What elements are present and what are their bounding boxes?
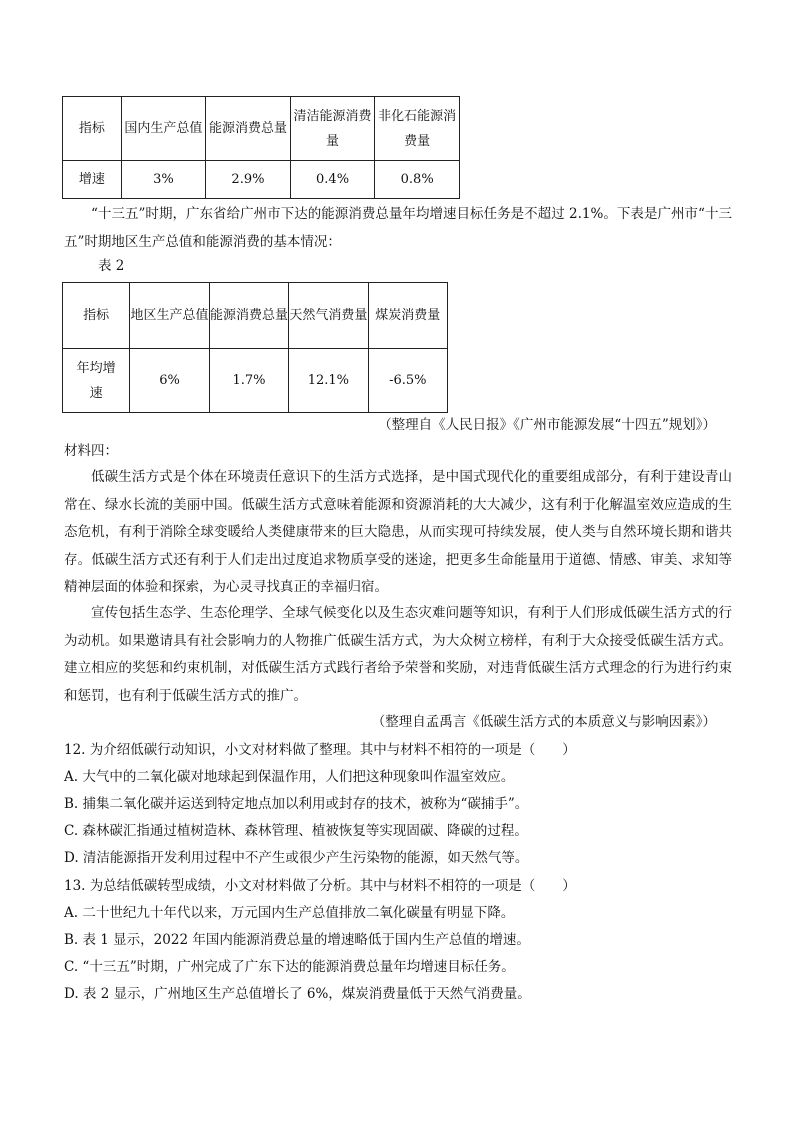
section-title: 材料四： xyxy=(64,443,118,459)
table-cell: 指标 xyxy=(63,283,130,349)
question-option: C. 森林碳汇指通过植树造林、森林管理、植被恢复等实现固碳、降碳的过程。 xyxy=(64,823,528,839)
question-option: C. “十三五”时期，广州完成了广东下达的能源消费总量年均增速目标任务。 xyxy=(64,959,515,975)
table-row xyxy=(63,283,448,349)
table-cell: 能源消费总量 xyxy=(209,283,288,349)
table-cell: 0.8% xyxy=(375,161,460,199)
table-cell: 非化石能源消费量 xyxy=(375,97,460,161)
table-cell: 年均增速 xyxy=(63,349,130,413)
table-cell: 0.4% xyxy=(290,161,375,199)
question-option: A. 二十世纪九十年代以来，万元国内生产总值排放二氧化碳量有明显下降。 xyxy=(64,905,515,921)
question-option: A. 大气中的二氧化碳对地球起到保温作用，人们把这种现象叫作温室效应。 xyxy=(64,769,515,785)
source-citation: （整理自《人民日报》《广州市能源发展“十四五”规划》） xyxy=(378,417,716,433)
paragraph: 宣传包括生态学、生态伦理学、全球气候变化以及生态灾难问题等知识，有利于人们形成低碳生活方式的行为动机。如果邀请具有社会影响力的人物推广低碳生活方式，为大众树立榜样，有利于大众接受低碳生活方式。建立相应的奖惩和约束机制，对低碳生活方式践行者给予荣誉和奖励，对违背低碳生活方式理念的行为进行约束和惩罚，也有利于低碳生活方式的推广。 xyxy=(64,605,732,704)
question-option: B. 捕集二氧化碳并运送到特定地点加以利用或封存的技术，被称为“碳捕手”。 xyxy=(64,796,529,812)
table-cell: 6% xyxy=(130,349,209,413)
question-option: B. 表 1 显示，2022 年国内能源消费总量的增速略低于国内生产总值的增速。 xyxy=(64,932,530,948)
table-cell: 1.7% xyxy=(209,349,288,413)
table-cell: 地区生产总值 xyxy=(130,283,209,349)
table-cell: 天然气消费量 xyxy=(289,283,368,349)
question-12-stem: 12. 为介绍低碳行动知识，小文对材料做了整理。其中与材料不相符的一项是（ ） xyxy=(64,742,576,758)
table-cell: -6.5% xyxy=(368,349,447,413)
table-row xyxy=(63,349,448,413)
table-cell: 能源消费总量 xyxy=(206,97,291,161)
table-cell: 3% xyxy=(121,161,206,199)
table-cell: 清洁能源消费量 xyxy=(290,97,375,161)
table-cell: 2.9% xyxy=(206,161,291,199)
table-2 xyxy=(62,282,448,413)
question-option: D. 清洁能源指开发利用过程中不产生或很少产生污染物的能源，如天然气等。 xyxy=(64,850,529,866)
source-citation: （整理自孟禹言《低碳生活方式的本质意义与影响因素》） xyxy=(371,714,716,730)
table-cell: 国内生产总值 xyxy=(121,97,206,161)
paragraph: “十三五”时期，广东省给广州市下达的能源消费总量年均增速目标任务是不超过 2.1%。下表是广州市“十三五”时期地区生产总值和能源消费的基本情况： xyxy=(64,206,732,250)
table-cell: 增速 xyxy=(63,161,122,199)
table-cell: 煤炭消费量 xyxy=(368,283,447,349)
question-option: D. 表 2 显示，广州地区生产总值增长了 6%，煤炭消费量低于天然气消费量。 xyxy=(64,986,531,1002)
table-cell: 12.1% xyxy=(289,349,368,413)
table-row xyxy=(63,97,460,161)
paragraph: 低碳生活方式是个体在环境责任意识下的生活方式选择，是中国式现代化的重要组成部分，有利于建设青山常在、绿水长流的美丽中国。低碳生活方式意味着能源和资源消耗的大大减少，这有利于化解温室效应造成的生态危机，有利于消除全球变暖给人类健康带来的巨大隐患，从而实现可持续发展，使人类与自然环境长期和谐共存。低碳生活方式还有利于人们走出过度追求物质享受的迷途，把更多生命能量用于道德、情感、审美、求知等精神层面的体验和探索，为心灵寻找真正的幸福归宿。 xyxy=(64,469,732,595)
question-13-stem: 13. 为总结低碳转型成绩，小文对材料做了分析。其中与材料不相符的一项是（ ） xyxy=(64,878,576,894)
table-cell: 指标 xyxy=(63,97,122,161)
table-1 xyxy=(62,96,460,199)
table-row xyxy=(63,161,460,199)
table-2-label: 表 2 xyxy=(98,258,125,274)
